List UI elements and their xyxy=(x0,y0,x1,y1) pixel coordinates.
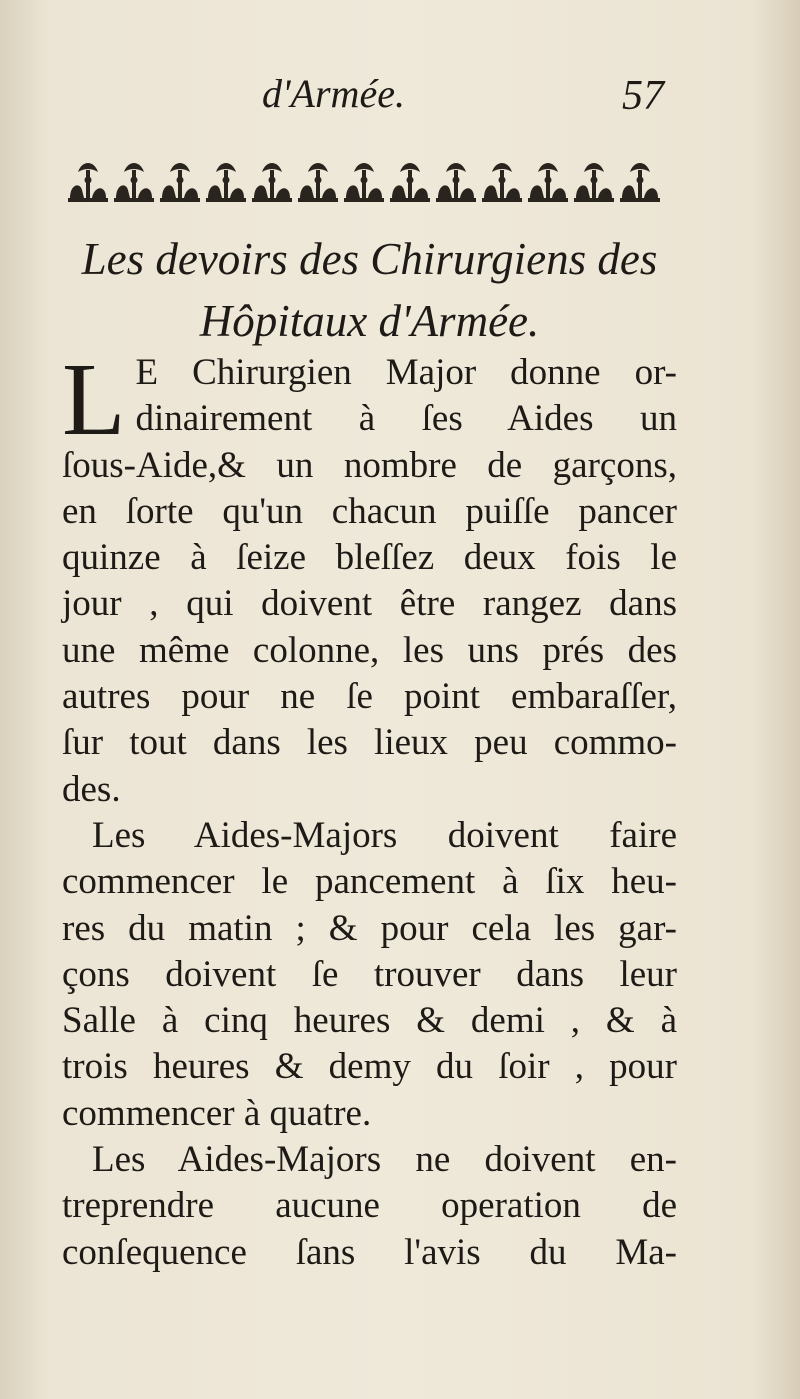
paragraph-2-line: res du matin ; & pour cela les gar- xyxy=(62,907,677,949)
paragraph-1 xyxy=(62,342,677,813)
drop-cap-lines xyxy=(136,350,677,443)
fleuron-unit xyxy=(482,163,522,202)
paragraph-1-line: dinairement à ſes Aides un xyxy=(135,398,677,440)
paragraph-2 xyxy=(62,813,677,1137)
paragraph-1-line: ſous-Aide,& un nombre de garçons, xyxy=(62,444,677,486)
paragraph-2-line: Salle à cinq heures & demi , & à xyxy=(62,1000,677,1042)
paragraph-3-line: conſequence ſans l'avis du Ma- xyxy=(62,1231,677,1273)
section-title xyxy=(62,228,677,352)
page-number: 57 xyxy=(622,73,664,119)
paragraph-2-line: Les Aides-Majors doivent faire xyxy=(92,814,677,856)
fleuron-unit xyxy=(344,163,384,202)
fleuron-unit xyxy=(436,163,476,202)
paragraph-2-line: commencer à quatre. xyxy=(62,1092,372,1134)
paragraph-2-line: çons doivent ſe trouver dans leur xyxy=(62,953,677,995)
running-head xyxy=(0,70,800,130)
paragraph-2-line: trois heures & demy du ſoir , pour xyxy=(62,1046,677,1088)
paragraph-1-line: des. xyxy=(62,768,121,810)
running-title: d'Armée. xyxy=(262,71,405,116)
section-title-line-2: Hôpitaux d'Armée. xyxy=(199,296,540,346)
fleuron-unit xyxy=(114,163,154,202)
paragraph-1-line: autres pour ne ſe point embaraſſer, xyxy=(62,676,677,718)
paragraph-3 xyxy=(62,1137,677,1276)
fleuron-unit xyxy=(252,163,292,202)
fleuron-unit xyxy=(298,163,338,202)
section-title-line-1: Les devoirs des Chirurgiens des xyxy=(81,234,658,284)
paragraph-1-line: une même colonne, les uns prés des xyxy=(62,629,677,671)
fleuron-unit xyxy=(390,163,430,202)
body-text xyxy=(62,342,677,1276)
fleuron-unit xyxy=(528,163,568,202)
paragraph-1-line: E Chirurgien Major donne or- xyxy=(135,352,677,393)
fleuron-unit xyxy=(68,163,108,202)
fleuron-unit xyxy=(620,163,660,202)
fleuron-unit xyxy=(574,163,614,202)
paragraph-1-line: jour , qui doivent être rangez dans xyxy=(62,583,677,625)
paragraph-2-line: commencer le pancement à ſix heu- xyxy=(62,861,677,903)
fleuron-unit xyxy=(206,163,246,202)
paragraph-3-line: treprendre aucune operation de xyxy=(62,1185,677,1227)
fleuron-unit xyxy=(160,163,200,202)
drop-cap: L xyxy=(62,342,126,457)
paragraph-3-line: Les Aides-Majors ne doivent en- xyxy=(92,1139,677,1181)
fleuron-border-icon xyxy=(62,156,674,206)
paragraph-1-line: quinze à ſeize bleſſez deux fois le xyxy=(62,537,677,579)
paragraph-1-line: ſur tout dans les lieux peu commo- xyxy=(62,722,677,764)
paragraph-1-line: en ſorte qu'un chacun puiſſe pancer xyxy=(62,490,677,532)
